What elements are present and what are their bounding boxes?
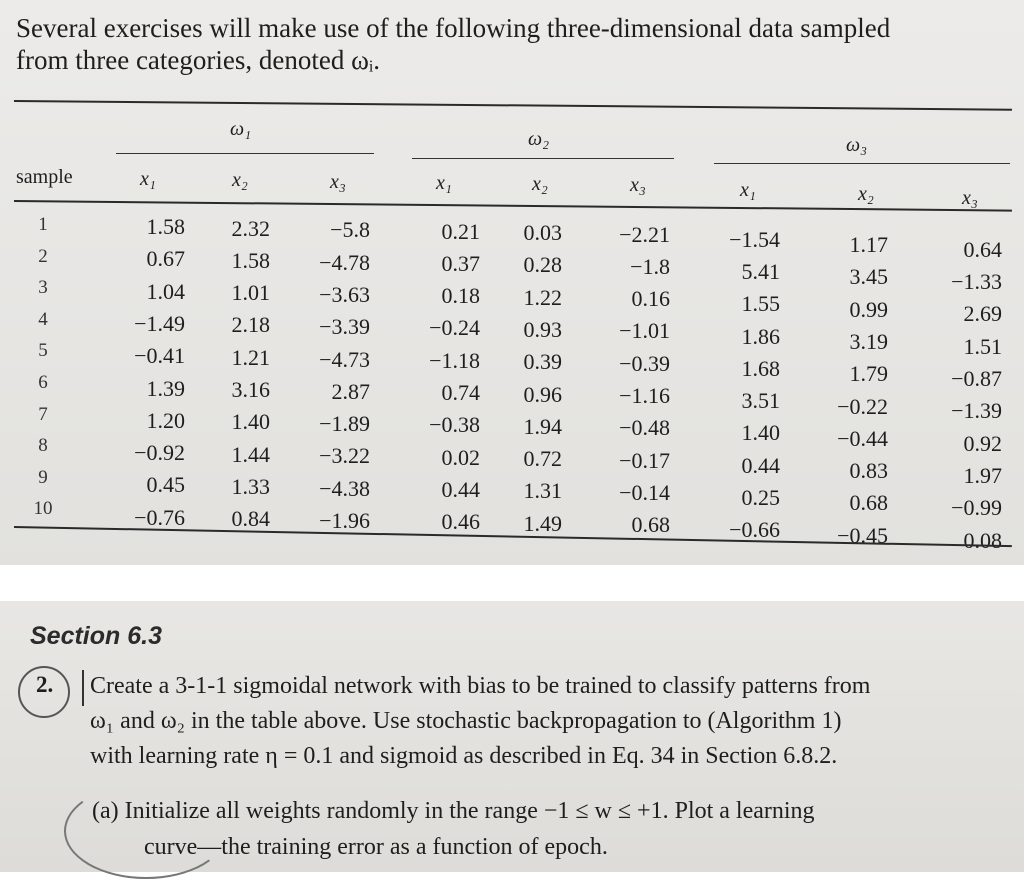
column-header: x₂ — [532, 173, 548, 195]
table-cell: −1.54 — [729, 226, 780, 252]
table-cell: 1.31 — [523, 478, 562, 504]
sample-number: 8 — [38, 435, 48, 457]
intro-line-1: Several exercises will make use of the following three-dimensional data sampled — [16, 13, 891, 43]
table-cell: 1.94 — [523, 413, 562, 439]
table-cell: −1.01 — [619, 318, 670, 344]
table-cell: −0.39 — [619, 350, 670, 376]
intro-paragraph — [16, 12, 1016, 76]
table-cell: −2.21 — [619, 221, 670, 247]
table-cell: −4.38 — [319, 475, 370, 501]
table-cell: −0.38 — [429, 412, 480, 438]
table-cell: 2.69 — [963, 301, 1002, 327]
table-cell: 1.79 — [849, 361, 888, 387]
table-cell: 1.58 — [146, 214, 185, 239]
sample-number: 5 — [38, 340, 48, 362]
table-cell: 2.87 — [331, 378, 370, 404]
table-cell: 0.16 — [631, 286, 670, 312]
table-cell: −3.63 — [319, 281, 370, 307]
table-cell: 1.49 — [523, 510, 562, 536]
table-cell: 0.68 — [849, 490, 888, 516]
table-cell: −1.16 — [619, 383, 670, 408]
column-header: x₃ — [962, 187, 978, 209]
sample-number: 7 — [38, 403, 48, 425]
table-cell: −1.18 — [429, 347, 480, 373]
table-cell: −0.14 — [619, 479, 670, 505]
table-cell: 2.32 — [231, 215, 270, 241]
part-a-line-1: Initialize all weights randomly in the range −1 ≤ w ≤ +1. Plot a learning — [124, 798, 815, 824]
table-cell: −5.8 — [330, 217, 370, 243]
column-header: x₁ — [740, 178, 756, 201]
table-cell: 0.74 — [441, 380, 480, 405]
question-line-2: ω₁ and ω₂ in the table above. Use stochastic backpropagation to (Algorithm 1) — [90, 708, 842, 734]
table-cell: 1.20 — [146, 407, 185, 433]
table-cell: 0.92 — [963, 430, 1002, 456]
table-cell: 1.40 — [231, 409, 270, 435]
table-cell: 0.44 — [741, 452, 780, 478]
table-cell: −0.66 — [729, 517, 780, 543]
table-cell: 0.67 — [146, 246, 185, 272]
column-header: x₂ — [232, 169, 248, 192]
table-cell: 1.40 — [741, 420, 780, 446]
sample-number: 1 — [38, 214, 48, 235]
table-cell: 0.64 — [963, 236, 1002, 262]
table-cell: −3.22 — [319, 443, 370, 469]
question-box-mark — [82, 670, 84, 706]
group-rule-omega3 — [714, 163, 1010, 164]
table-top-rule — [14, 100, 1012, 111]
table-cell: 0.96 — [523, 381, 562, 407]
table-cell: −1.8 — [630, 253, 670, 279]
table-cell: −0.87 — [951, 366, 1002, 391]
group-label-omega3: ω₃ — [846, 134, 868, 156]
table-cell: 1.86 — [741, 323, 780, 349]
table-cell: −0.41 — [134, 343, 185, 369]
table-cell: 3.51 — [741, 388, 780, 414]
table-cell: 0.21 — [441, 218, 480, 244]
table-cell: −0.17 — [619, 447, 670, 473]
table-cell: −0.24 — [429, 315, 480, 341]
table-cell: 1.58 — [231, 247, 270, 273]
table-cell: −4.73 — [319, 346, 370, 372]
table-cell: 1.39 — [146, 375, 185, 401]
table-cell: 0.18 — [441, 283, 480, 309]
table-cell: −1.49 — [134, 310, 185, 336]
table-cell: −0.99 — [951, 495, 1002, 521]
table-cell: 1.17 — [849, 232, 888, 257]
table-cell: 0.25 — [741, 485, 780, 510]
column-header: x₁ — [436, 171, 452, 194]
table-cell: 0.37 — [441, 250, 480, 276]
table-cell: 1.44 — [231, 441, 270, 467]
table-cell: −4.78 — [319, 249, 370, 275]
sample-number: 4 — [38, 308, 48, 330]
table-cell: 1.01 — [231, 280, 270, 306]
table-cell: −0.22 — [837, 393, 888, 419]
table-cell: 1.22 — [523, 284, 562, 310]
table-cell: −1.33 — [951, 269, 1002, 295]
table-cell: −0.92 — [134, 440, 185, 466]
group-label-omega2: ω₂ — [528, 128, 550, 150]
table-cell: −0.44 — [837, 425, 888, 451]
group-label-omega1: ω₁ — [230, 118, 252, 140]
sample-number: 10 — [33, 498, 53, 520]
table-cell: 1.33 — [231, 473, 270, 499]
column-header: x₃ — [330, 170, 346, 193]
table-cell: 0.28 — [523, 252, 562, 278]
question-number: 2. — [36, 672, 54, 697]
table-cell: 0.08 — [963, 527, 1002, 553]
question-line-3: with learning rate η = 0.1 and sigmoid as described in Eq. 34 in Section 6.8.2. — [90, 743, 838, 769]
table-cell: 0.72 — [523, 446, 562, 472]
table-cell: 0.93 — [523, 316, 562, 342]
column-header: x₃ — [630, 174, 646, 197]
column-header: x₁ — [140, 168, 156, 190]
header-sample: sample — [16, 166, 73, 188]
question-line-1: Create a 3-1-1 sigmoidal network with bias to be trained to classify patterns from — [90, 673, 871, 699]
table-cell: 2.18 — [231, 312, 270, 338]
column-header: x₂ — [858, 183, 874, 205]
table-cell: 1.04 — [146, 278, 185, 304]
sample-number: 9 — [38, 466, 48, 488]
sample-number: 3 — [38, 277, 48, 299]
table-cell: −3.39 — [319, 314, 370, 340]
table-cell: 0.84 — [231, 506, 270, 532]
table-cell: 0.99 — [849, 296, 888, 322]
table-cell: 1.51 — [963, 333, 1002, 359]
table-cell: 1.68 — [741, 355, 780, 381]
intro-line-2: from three categories, denoted ωᵢ. — [16, 45, 381, 75]
table-cell: −1.89 — [319, 411, 370, 437]
part-a-label: (a) — [92, 798, 119, 824]
group-rule-omega1 — [116, 153, 374, 154]
sample-number: 2 — [38, 245, 48, 267]
table-cell: −1.39 — [951, 398, 1002, 424]
table-cell: −0.48 — [619, 415, 670, 441]
table-cell: 3.16 — [231, 377, 270, 402]
part-a-line-2: curve—the training error as a function of epoch. — [144, 834, 608, 860]
table-cell: 3.45 — [849, 264, 888, 290]
question-text — [90, 669, 1020, 774]
group-rule-omega2 — [412, 158, 674, 159]
table-cell: 5.41 — [741, 258, 780, 284]
table-cell: 3.19 — [849, 328, 888, 354]
table-cell: 0.45 — [146, 472, 185, 498]
table-cell: 1.55 — [741, 291, 780, 317]
part-a-text — [92, 793, 1022, 865]
table-cell: 0.03 — [523, 220, 562, 245]
table-cell: 0.83 — [849, 458, 888, 484]
table-cell: 0.46 — [441, 509, 480, 535]
section-title: Section 6.3 — [30, 622, 162, 650]
table-cell: 0.02 — [441, 444, 480, 470]
table-cell: 1.21 — [231, 344, 270, 370]
table-cell: 0.68 — [631, 512, 670, 538]
table-cell: 0.44 — [441, 476, 480, 502]
table-cell: −1.96 — [319, 508, 370, 533]
table-cell: 0.39 — [523, 349, 562, 375]
table-cell: −0.76 — [134, 504, 185, 530]
sample-number: 6 — [38, 372, 48, 393]
table-cell: 1.97 — [963, 462, 1002, 488]
table-cell: −0.45 — [837, 522, 888, 548]
